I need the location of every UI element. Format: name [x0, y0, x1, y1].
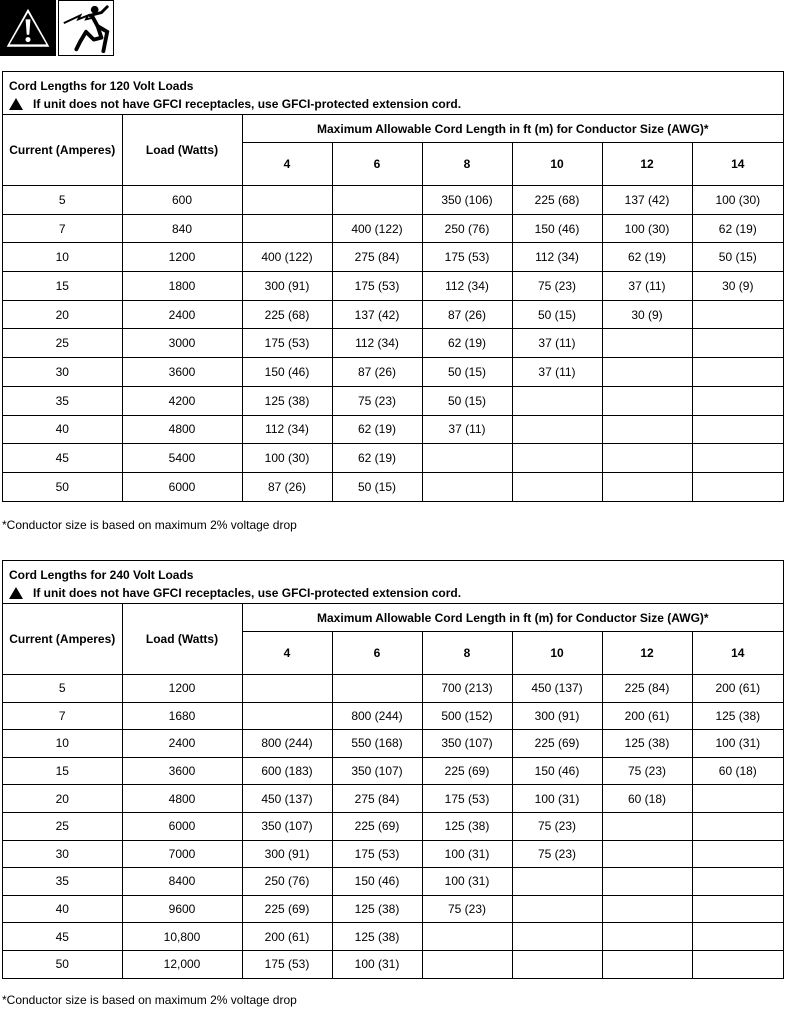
warning-triangle-icon: [9, 98, 23, 110]
safety-icons: [0, 0, 114, 58]
header-size: 4: [242, 143, 332, 186]
current-cell: 10: [3, 243, 122, 272]
cord-length-cell: [692, 868, 783, 896]
warning-icon: [0, 0, 56, 56]
warning-text: If unit does not have GFCI receptacles, use GFCI-protected extension cord.: [33, 586, 462, 600]
cord-length-cell: [692, 415, 783, 444]
cord-length-table-120v: [2, 71, 784, 502]
table-title: Cord Lengths for 120 Volt Loads: [9, 79, 194, 93]
cord-length-cell: 50 (15): [692, 243, 783, 272]
cord-length-cell: 150 (46): [242, 358, 332, 387]
electric-shock-icon: [58, 0, 114, 56]
cord-length-cell: 87 (26): [242, 472, 332, 501]
header-size: 14: [692, 632, 783, 675]
cord-length-cell: 350 (107): [422, 730, 512, 758]
table-row: [3, 214, 783, 243]
cord-length-cell: 225 (69): [332, 812, 422, 840]
cord-length-cell: [692, 950, 783, 978]
cord-length-cell: [602, 329, 692, 358]
cord-length-cell: [602, 895, 692, 923]
cord-length-cell: 150 (46): [332, 868, 422, 896]
current-cell: 7: [3, 702, 122, 730]
load-cell: 840: [122, 214, 242, 243]
cord-length-cell: 75 (23): [422, 895, 512, 923]
header-size: 12: [602, 632, 692, 675]
cord-length-cell: [512, 444, 602, 473]
table-row: [3, 785, 783, 813]
cord-length-cell: 200 (61): [242, 923, 332, 951]
cord-length-cell: 100 (31): [512, 785, 602, 813]
cord-length-cell: 225 (69): [422, 757, 512, 785]
current-cell: 45: [3, 444, 122, 473]
cord-length-cell: [242, 702, 332, 730]
load-cell: 3600: [122, 757, 242, 785]
load-cell: 1200: [122, 243, 242, 272]
header-size: 10: [512, 143, 602, 186]
header-current: Current (Amperes): [3, 115, 122, 186]
cord-length-cell: [692, 386, 783, 415]
table-row: [3, 702, 783, 730]
cord-length-cell: [692, 923, 783, 951]
cord-length-cell: [332, 675, 422, 703]
cord-length-cell: 62 (19): [422, 329, 512, 358]
cord-length-cell: 400 (122): [242, 243, 332, 272]
cord-length-cell: 37 (11): [512, 329, 602, 358]
cord-length-cell: [692, 840, 783, 868]
cord-length-cell: [602, 358, 692, 387]
cord-length-cell: 350 (107): [242, 812, 332, 840]
cord-length-cell: [692, 472, 783, 501]
cord-length-cell: [512, 472, 602, 501]
warning-text: If unit does not have GFCI receptacles, use GFCI-protected extension cord.: [33, 97, 462, 111]
cord-length-cell: 112 (34): [242, 415, 332, 444]
current-cell: 5: [3, 186, 122, 215]
cord-length-cell: 100 (30): [602, 214, 692, 243]
table-row: [3, 472, 783, 501]
current-cell: 50: [3, 950, 122, 978]
cord-length-cell: 137 (42): [602, 186, 692, 215]
cord-length-cell: 500 (152): [422, 702, 512, 730]
cord-length-cell: [512, 386, 602, 415]
cord-length-cell: 125 (38): [242, 386, 332, 415]
load-cell: 6000: [122, 472, 242, 501]
cord-length-cell: [692, 444, 783, 473]
table-row: [3, 243, 783, 272]
cord-length-cell: 175 (53): [422, 785, 512, 813]
cord-length-cell: 62 (19): [692, 214, 783, 243]
cord-length-cell: 175 (53): [332, 840, 422, 868]
load-cell: 2400: [122, 300, 242, 329]
cord-length-cell: [602, 386, 692, 415]
load-cell: 600: [122, 186, 242, 215]
cord-length-cell: [602, 415, 692, 444]
current-cell: 5: [3, 675, 122, 703]
cord-length-cell: 50 (15): [422, 386, 512, 415]
cord-length-cell: 62 (19): [602, 243, 692, 272]
cord-length-cell: 450 (137): [512, 675, 602, 703]
cord-length-cell: 75 (23): [512, 840, 602, 868]
cord-length-cell: [692, 895, 783, 923]
cord-length-cell: 300 (91): [512, 702, 602, 730]
cord-length-cell: [602, 950, 692, 978]
cord-length-cell: 60 (18): [602, 785, 692, 813]
cord-length-cell: 37 (11): [512, 358, 602, 387]
cord-length-table-240v: [2, 560, 784, 979]
current-cell: 25: [3, 812, 122, 840]
current-cell: 30: [3, 358, 122, 387]
cord-length-cell: [692, 358, 783, 387]
cord-length-cell: 225 (68): [512, 186, 602, 215]
cord-length-cell: [512, 868, 602, 896]
table-title: Cord Lengths for 240 Volt Loads: [9, 568, 194, 582]
cord-length-cell: 125 (38): [692, 702, 783, 730]
cord-length-cell: 200 (61): [602, 702, 692, 730]
load-cell: 4200: [122, 386, 242, 415]
cord-length-cell: 75 (23): [602, 757, 692, 785]
load-cell: 3000: [122, 329, 242, 358]
cord-length-cell: [692, 785, 783, 813]
data-table: [3, 114, 783, 501]
table-row: [3, 840, 783, 868]
cord-length-cell: 250 (76): [242, 868, 332, 896]
load-cell: 4800: [122, 415, 242, 444]
load-cell: 8400: [122, 868, 242, 896]
cord-length-cell: 175 (53): [242, 950, 332, 978]
cord-length-cell: [692, 812, 783, 840]
cord-length-cell: 125 (38): [332, 895, 422, 923]
cord-length-cell: 150 (46): [512, 214, 602, 243]
header-span: Maximum Allowable Cord Length in ft (m) for Conductor Size (AWG)*: [242, 115, 783, 143]
warning-triangle-icon: [9, 587, 23, 599]
load-cell: 12,000: [122, 950, 242, 978]
table-row: [3, 415, 783, 444]
header-size: 12: [602, 143, 692, 186]
table-row: [3, 329, 783, 358]
cord-length-cell: 75 (23): [512, 812, 602, 840]
cord-length-cell: 112 (34): [512, 243, 602, 272]
cord-length-cell: [422, 950, 512, 978]
cord-length-cell: [242, 675, 332, 703]
cord-length-cell: 112 (34): [422, 272, 512, 301]
cord-length-cell: [242, 214, 332, 243]
load-cell: 6000: [122, 812, 242, 840]
cord-length-cell: [512, 415, 602, 444]
cord-length-cell: 175 (53): [332, 272, 422, 301]
table-row: [3, 300, 783, 329]
header-span: Maximum Allowable Cord Length in ft (m) for Conductor Size (AWG)*: [242, 604, 783, 632]
current-cell: 35: [3, 386, 122, 415]
cord-length-cell: [512, 895, 602, 923]
cord-length-cell: 37 (11): [602, 272, 692, 301]
table-row: [3, 923, 783, 951]
cord-length-cell: 225 (68): [242, 300, 332, 329]
current-cell: 50: [3, 472, 122, 501]
current-cell: 10: [3, 730, 122, 758]
current-cell: 15: [3, 757, 122, 785]
footnote: *Conductor size is based on maximum 2% voltage drop: [2, 518, 297, 532]
load-cell: 5400: [122, 444, 242, 473]
cord-length-cell: 150 (46): [512, 757, 602, 785]
cord-length-cell: 50 (15): [422, 358, 512, 387]
cord-length-cell: 200 (61): [692, 675, 783, 703]
cord-length-cell: [512, 950, 602, 978]
cord-length-cell: [422, 472, 512, 501]
cord-length-cell: 30 (9): [602, 300, 692, 329]
cord-length-cell: [332, 186, 422, 215]
current-cell: 30: [3, 840, 122, 868]
cord-length-cell: 400 (122): [332, 214, 422, 243]
cord-length-cell: 75 (23): [332, 386, 422, 415]
table-row: [3, 386, 783, 415]
cord-length-cell: 300 (91): [242, 272, 332, 301]
cord-length-cell: [602, 868, 692, 896]
cord-length-cell: 87 (26): [332, 358, 422, 387]
header-size: 8: [422, 143, 512, 186]
cord-length-cell: [602, 923, 692, 951]
cord-length-cell: 50 (15): [512, 300, 602, 329]
cord-length-cell: 600 (183): [242, 757, 332, 785]
table-row: [3, 358, 783, 387]
table-row: [3, 730, 783, 758]
cord-length-cell: 225 (84): [602, 675, 692, 703]
cord-length-cell: 87 (26): [422, 300, 512, 329]
cord-length-cell: [422, 923, 512, 951]
cord-length-cell: 125 (38): [602, 730, 692, 758]
cord-length-cell: 62 (19): [332, 444, 422, 473]
load-cell: 7000: [122, 840, 242, 868]
cord-length-cell: 100 (31): [422, 840, 512, 868]
cord-length-cell: 100 (31): [332, 950, 422, 978]
load-cell: 9600: [122, 895, 242, 923]
table-row: [3, 812, 783, 840]
table-row: [3, 272, 783, 301]
load-cell: 2400: [122, 730, 242, 758]
cord-length-cell: 350 (107): [332, 757, 422, 785]
current-cell: 20: [3, 300, 122, 329]
header-load: Load (Watts): [122, 115, 242, 186]
table-row: [3, 675, 783, 703]
load-cell: 10,800: [122, 923, 242, 951]
current-cell: 20: [3, 785, 122, 813]
header-size: 10: [512, 632, 602, 675]
cord-length-cell: 450 (137): [242, 785, 332, 813]
cord-length-cell: 300 (91): [242, 840, 332, 868]
cord-length-cell: 800 (244): [332, 702, 422, 730]
cord-length-cell: 275 (84): [332, 785, 422, 813]
load-cell: 4800: [122, 785, 242, 813]
cord-length-cell: 125 (38): [422, 812, 512, 840]
cord-length-cell: 550 (168): [332, 730, 422, 758]
table-row: [3, 186, 783, 215]
cord-length-cell: [692, 300, 783, 329]
cord-length-cell: 50 (15): [332, 472, 422, 501]
cord-length-cell: 275 (84): [332, 243, 422, 272]
current-cell: 15: [3, 272, 122, 301]
cord-length-cell: 100 (31): [422, 868, 512, 896]
current-cell: 35: [3, 868, 122, 896]
cord-length-cell: 350 (106): [422, 186, 512, 215]
cord-length-cell: [602, 840, 692, 868]
table-row: [3, 895, 783, 923]
cord-length-cell: [512, 923, 602, 951]
table-row: [3, 950, 783, 978]
cord-length-cell: [602, 444, 692, 473]
table-row: [3, 757, 783, 785]
current-cell: 45: [3, 923, 122, 951]
cord-length-cell: [422, 444, 512, 473]
cord-length-cell: [242, 186, 332, 215]
cord-length-cell: 100 (30): [242, 444, 332, 473]
cord-length-cell: 112 (34): [332, 329, 422, 358]
load-cell: 1800: [122, 272, 242, 301]
load-cell: 1680: [122, 702, 242, 730]
cord-length-cell: 75 (23): [512, 272, 602, 301]
cord-length-cell: 225 (69): [242, 895, 332, 923]
current-cell: 40: [3, 895, 122, 923]
cord-length-cell: 100 (31): [692, 730, 783, 758]
cord-length-cell: 800 (244): [242, 730, 332, 758]
cord-length-cell: 250 (76): [422, 214, 512, 243]
cord-length-cell: 100 (30): [692, 186, 783, 215]
cord-length-cell: [692, 329, 783, 358]
cord-length-cell: [602, 472, 692, 501]
cord-length-cell: 225 (69): [512, 730, 602, 758]
cord-length-cell: 60 (18): [692, 757, 783, 785]
footnote: *Conductor size is based on maximum 2% voltage drop: [2, 993, 297, 1007]
current-cell: 25: [3, 329, 122, 358]
cord-length-cell: 175 (53): [242, 329, 332, 358]
header-size: 4: [242, 632, 332, 675]
cord-length-cell: 175 (53): [422, 243, 512, 272]
header-current: Current (Amperes): [3, 604, 122, 675]
header-load: Load (Watts): [122, 604, 242, 675]
header-size: 6: [332, 143, 422, 186]
data-table: [3, 603, 783, 978]
cord-length-cell: 37 (11): [422, 415, 512, 444]
header-size: 6: [332, 632, 422, 675]
cord-length-cell: 125 (38): [332, 923, 422, 951]
load-cell: 3600: [122, 358, 242, 387]
header-size: 14: [692, 143, 783, 186]
table-row: [3, 444, 783, 473]
cord-length-cell: 700 (213): [422, 675, 512, 703]
current-cell: 7: [3, 214, 122, 243]
load-cell: 1200: [122, 675, 242, 703]
cord-length-cell: 62 (19): [332, 415, 422, 444]
cord-length-cell: 30 (9): [692, 272, 783, 301]
current-cell: 40: [3, 415, 122, 444]
header-size: 8: [422, 632, 512, 675]
cord-length-cell: 137 (42): [332, 300, 422, 329]
cord-length-cell: [602, 812, 692, 840]
table-row: [3, 868, 783, 896]
